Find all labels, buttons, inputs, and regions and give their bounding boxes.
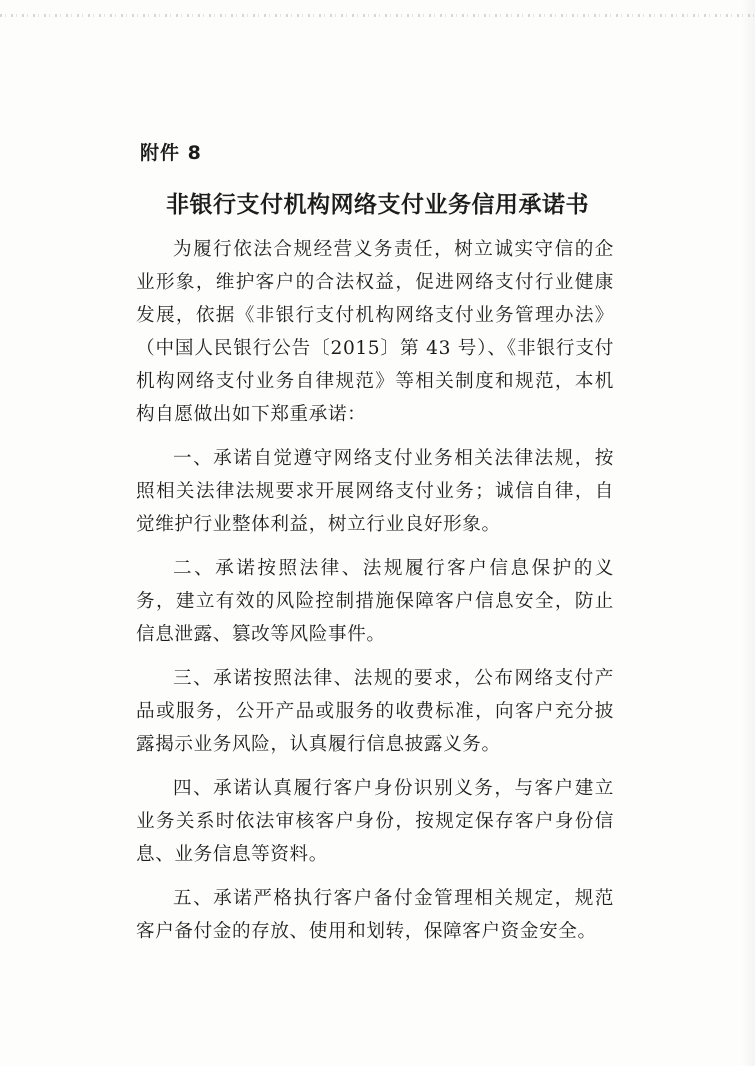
attachment-label: 附件 8	[140, 142, 202, 164]
commitment-paragraph-5: 五、承诺严格执行客户备付金管理相关规定，规范客户备付金的存放、使用和划转，保障客户资金安全。	[136, 888, 614, 942]
scan-edge-artifact	[0, 14, 755, 17]
commitment-paragraph-2: 二、承诺按照法律、法规履行客户信息保护的义务，建立有效的风险控制措施保障客户信息安全，防止信息泄露、篡改等风险事件。	[136, 558, 614, 645]
commitment-paragraph-4: 四、承诺认真履行客户身份识别义务，与客户建立业务关系时依法审核客户身份，按规定保存客户身份信息、业务信息等资料。	[136, 778, 614, 865]
scan-shadow	[741, 0, 755, 1066]
commitment-paragraph-1: 一、承诺自觉遵守网络支付业务相关法律法规，按照相关法律法规要求开展网络支付业务；诚信自律，自觉维护行业整体利益，树立行业良好形象。	[136, 448, 614, 535]
document-body	[136, 233, 614, 948]
intro-paragraph: 为履行依法合规经营义务责任，树立诚实守信的企业形象，维护客户的合法权益，促进网络支付行业健康发展，依据《非银行支付机构网络支付业务管理办法》（中国人民银行公告〔2015〕第 43 号）、《非银行支付机构网络支付业务自律规范》等相关制度和规范，本机构自愿做出如下郑重承诺：	[136, 239, 614, 425]
commitment-paragraph-3: 三、承诺按照法律、法规的要求，公布网络支付产品或服务，公开产品或服务的收费标准，向客户充分披露揭示业务风险，认真履行信息披露义务。	[136, 668, 614, 755]
document-title: 非银行支付机构网络支付业务信用承诺书	[166, 192, 589, 218]
